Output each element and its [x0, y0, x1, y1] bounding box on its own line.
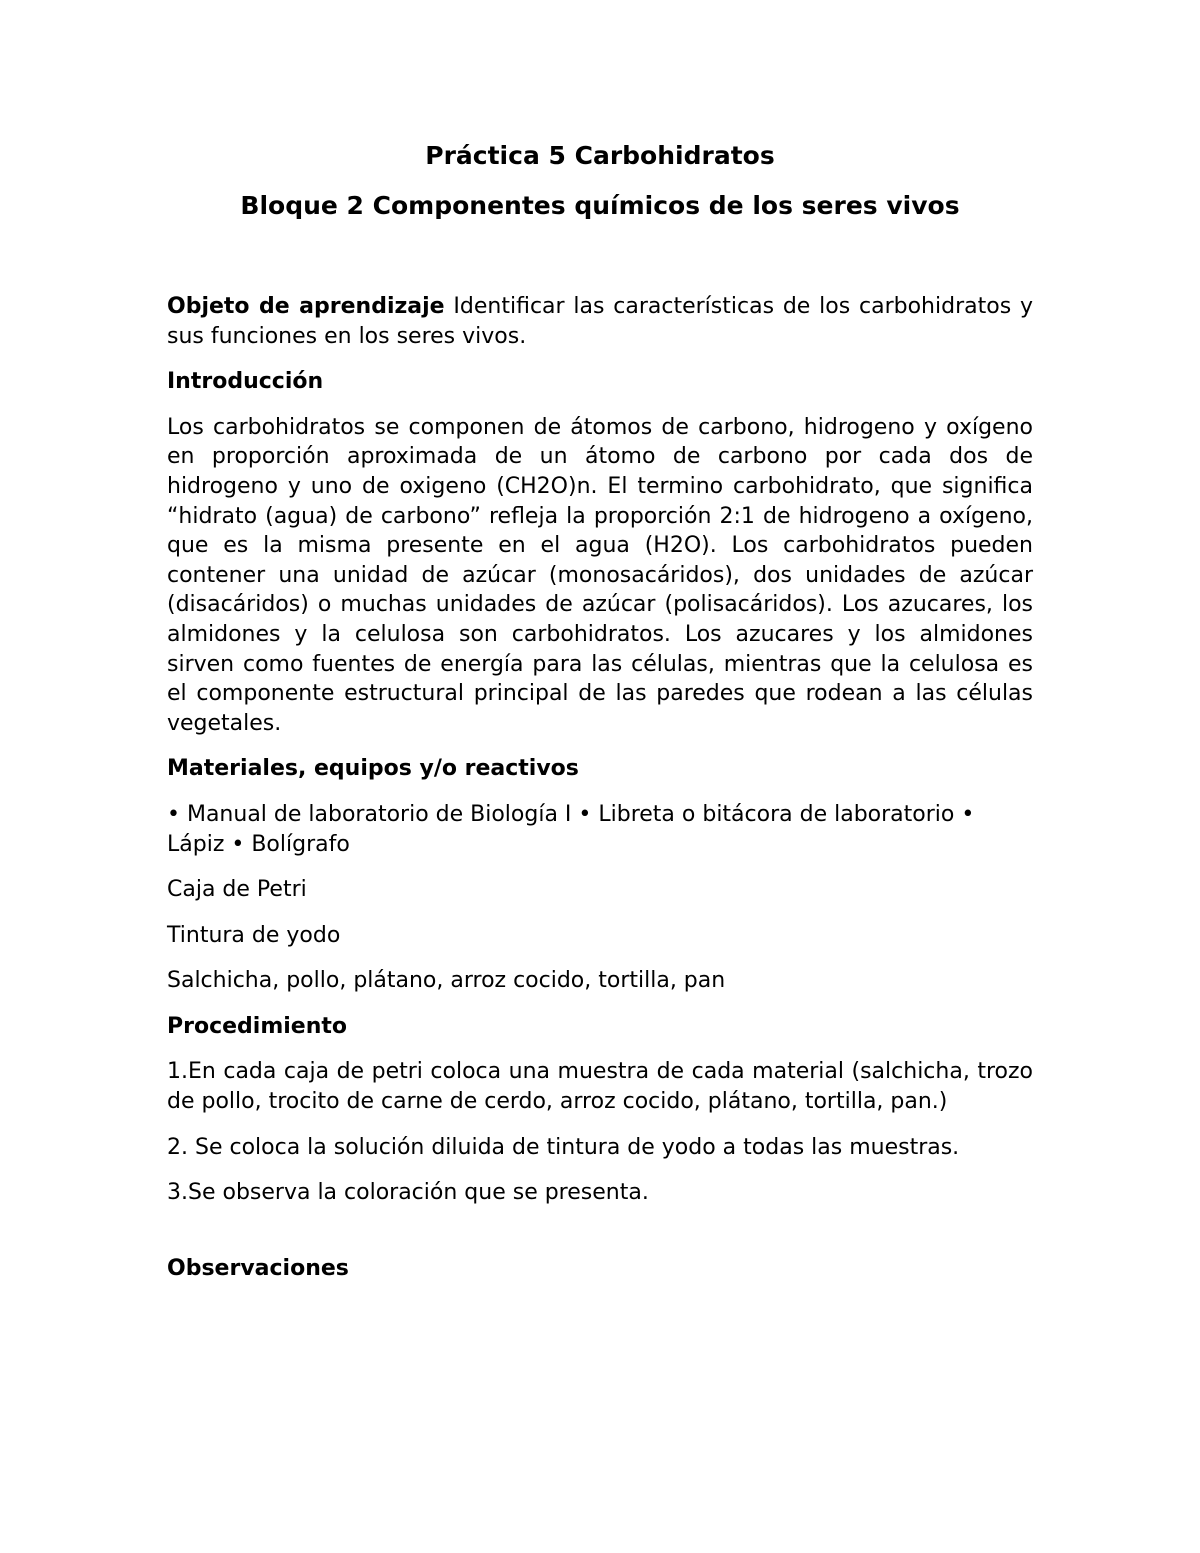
objective-text: Identificar las características de los carbohidratos y sus funciones en los seres vivos. [167, 294, 1033, 349]
objective-paragraph [167, 292, 1033, 351]
introduction-body: Los carbohidratos se componen de átomos de carbono, hidrogeno y oxígeno en proporción aproximada de un átomo de carbono por cada dos de hidrogeno y uno de oxigeno (CH2O)n. El termino carbohidrato, que significa “hidrato (agua) de carbono” refleja la proporción 2:1 de hidrogeno a oxígeno, que es la misma presente en el agua (H2O). Los carbohidratos pueden contener una unidad de azúcar (monosacáridos), dos unidades de azúcar (disacáridos) o muchas unidades de azúcar (polisacáridos). Los azucares, los almidones y la celulosa son carbohidratos. Los azucares y los almidones sirven como fuentes de energía para las células, mientras que la celulosa es el componente estructural principal de las paredes que rodean a las células vegetales. [167, 414, 1033, 736]
procedure-heading: Procedimiento [167, 1013, 348, 1039]
introduction-heading: Introducción [167, 369, 324, 395]
procedure-step: 1.En cada caja de petri coloca una muestra de cada material (salchicha, trozo de pollo, trocito de carne de cerdo, arroz cocido, plátano, tortilla, pan.) [167, 1059, 1033, 1115]
document-title: Práctica 5 Carbohidratos [425, 141, 775, 170]
materials-item: Caja de Petri [167, 877, 307, 903]
procedure-step: 2. Se coloca la solución diluida de tintura de yodo a todas las muestras. [167, 1134, 960, 1160]
materials-heading: Materiales, equipos y/o reactivos [167, 756, 579, 782]
materials-item: Tintura de yodo [167, 922, 341, 948]
document-page [167, 132, 1033, 1299]
materials-item: Salchicha, pollo, plátano, arroz cocido, tortilla, pan [167, 968, 726, 994]
materials-bullet-line: • Manual de laboratorio de Biología I • Libreta o bitácora de laboratorio • Lápiz • Bolígrafo [167, 801, 975, 857]
procedure-step: 3.Se observa la coloración que se presenta. [167, 1180, 649, 1206]
document-subtitle: Bloque 2 Componentes químicos de los seres vivos [240, 191, 960, 220]
observations-heading: Observaciones [167, 1255, 349, 1281]
objective-label: Objeto de aprendizaje [167, 294, 445, 319]
